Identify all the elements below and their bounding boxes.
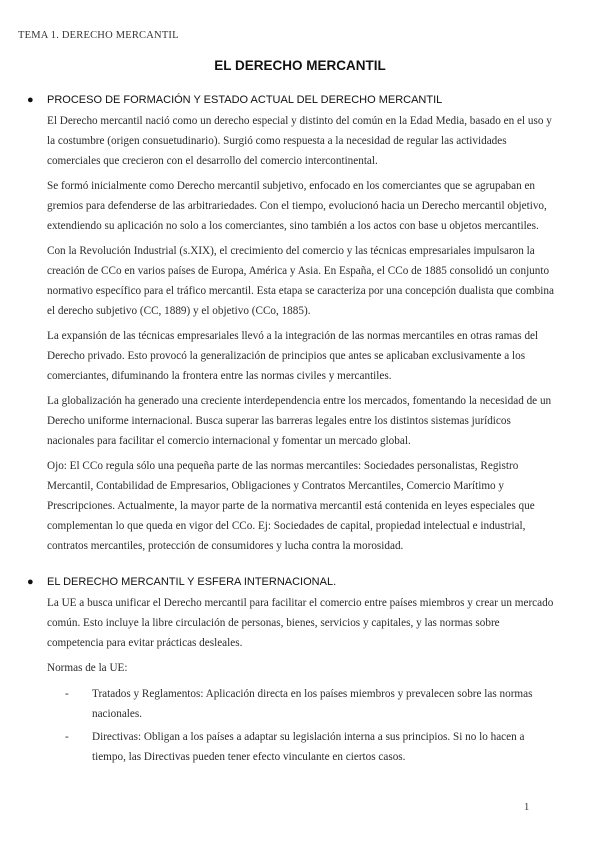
paragraph: Se formó inicialmente como Derecho mercantil subjetivo, enfocado en los comerciantes que se agrupaban en gremios para defenderse de las arbitrariedades. Con el tiempo, evolucionó hacia un Derecho mercantil objetivo, extendiendo su aplicación no solo a los comerciantes, sino también a los actos con base u objetos mercantiles.	[47, 180, 547, 232]
section-heading	[27, 574, 557, 590]
list-item	[65, 684, 557, 724]
page-number: 1	[524, 802, 530, 813]
list-item	[65, 727, 557, 767]
document-body	[27, 92, 557, 770]
paragraph-list-intro: Normas de la UE:	[47, 662, 128, 674]
paragraph: La UE a busca unificar el Derecho mercantil para facilitar el comercio entre países miembros y crear un mercado común. Esto incluye la libre circulación de personas, bienes, servicios y capitales, y las normas sobre competencia para evitar prácticas desleales.	[47, 597, 554, 649]
paragraph: La globalización ha generado una creciente interdependencia entre los mercados, fomentando la necesidad de un Derecho uniforme internacional. Busca superar las barreras legales entre los distintos sistemas jurídicos nacionales para facilitar el comercio internacional y fomentar un mercado global.	[47, 395, 552, 447]
section-heading	[27, 92, 557, 108]
section-heading-text: PROCESO DE FORMACIÓN Y ESTADO ACTUAL DEL DERECHO MERCANTIL	[47, 94, 443, 106]
section-international	[27, 574, 557, 767]
dash-icon: -	[65, 731, 69, 743]
paragraph-note: Ojo: El CCo regula sólo una pequeña parte de las normas mercantiles: Sociedades personalistas, Registro Mercantil, Contabilidad de Empresarios, Obligaciones y Contratos Mercantiles, Comercio Marítimo y Prescripciones. Actualmente, la mayor parte de la normativa mercantil está contenida en leyes especiales que complementan lo que queda en vigor del CCo. Ej: Sociedades de capital, propiedad intelectual e industrial, contratos mercantiles, protección de consumidores y lucha contra la morosidad.	[47, 460, 535, 552]
list-item-text: Tratados y Reglamentos: Aplicación directa en los países miembros y prevalecen sobre las normas nacionales.	[92, 688, 533, 720]
dash-icon: -	[65, 688, 69, 700]
list-item-text: Directivas: Obligan a los países a adaptar su legislación interna a sus principios. Si no lo hacen a tiempo, las Directivas pueden tener efecto vinculante en ciertos casos.	[92, 731, 525, 763]
paragraph: La expansión de las técnicas empresariales llevó a la integración de las normas mercantiles en otras ramas del Derecho privado. Esto provocó la generalización de principios que antes se aplicaban exclusivamente a los comerciantes, difuminando la frontera entre las normas civiles y mercantiles.	[47, 330, 539, 382]
section-heading-text: EL DERECHO MERCANTIL Y ESFERA INTERNACIONAL.	[47, 576, 337, 588]
page-title: EL DERECHO MERCANTIL	[214, 58, 386, 73]
paragraph: El Derecho mercantil nació como un derecho especial y distinto del común en la Edad Media, basado en el uso y la costumbre (origen consuetudinario). Surgió como respuesta a la necesidad de regular las actividades comerciales que crecieron con el desarrollo del comercio intercontinental.	[47, 115, 552, 167]
bullet-icon: ●	[27, 94, 34, 106]
paragraph: Con la Revolución Industrial (s.XIX), el crecimiento del comercio y las técnicas empresariales impulsaron la creación de CCo en varios países de Europa, América y Asia. En España, el CCo de 1885 consolidó un conjunto normativo específico para el tráfico mercantil. Esta etapa se caracteriza por una concepción dualista que combina el derecho subjetivo (CC, 1889) y el objetivo (CCo, 1885).	[47, 245, 554, 317]
running-header: TEMA 1. DERECHO MERCANTIL	[18, 30, 179, 41]
section-formation	[27, 92, 557, 556]
bullet-icon: ●	[27, 576, 34, 588]
eu-norms-list	[65, 684, 557, 767]
